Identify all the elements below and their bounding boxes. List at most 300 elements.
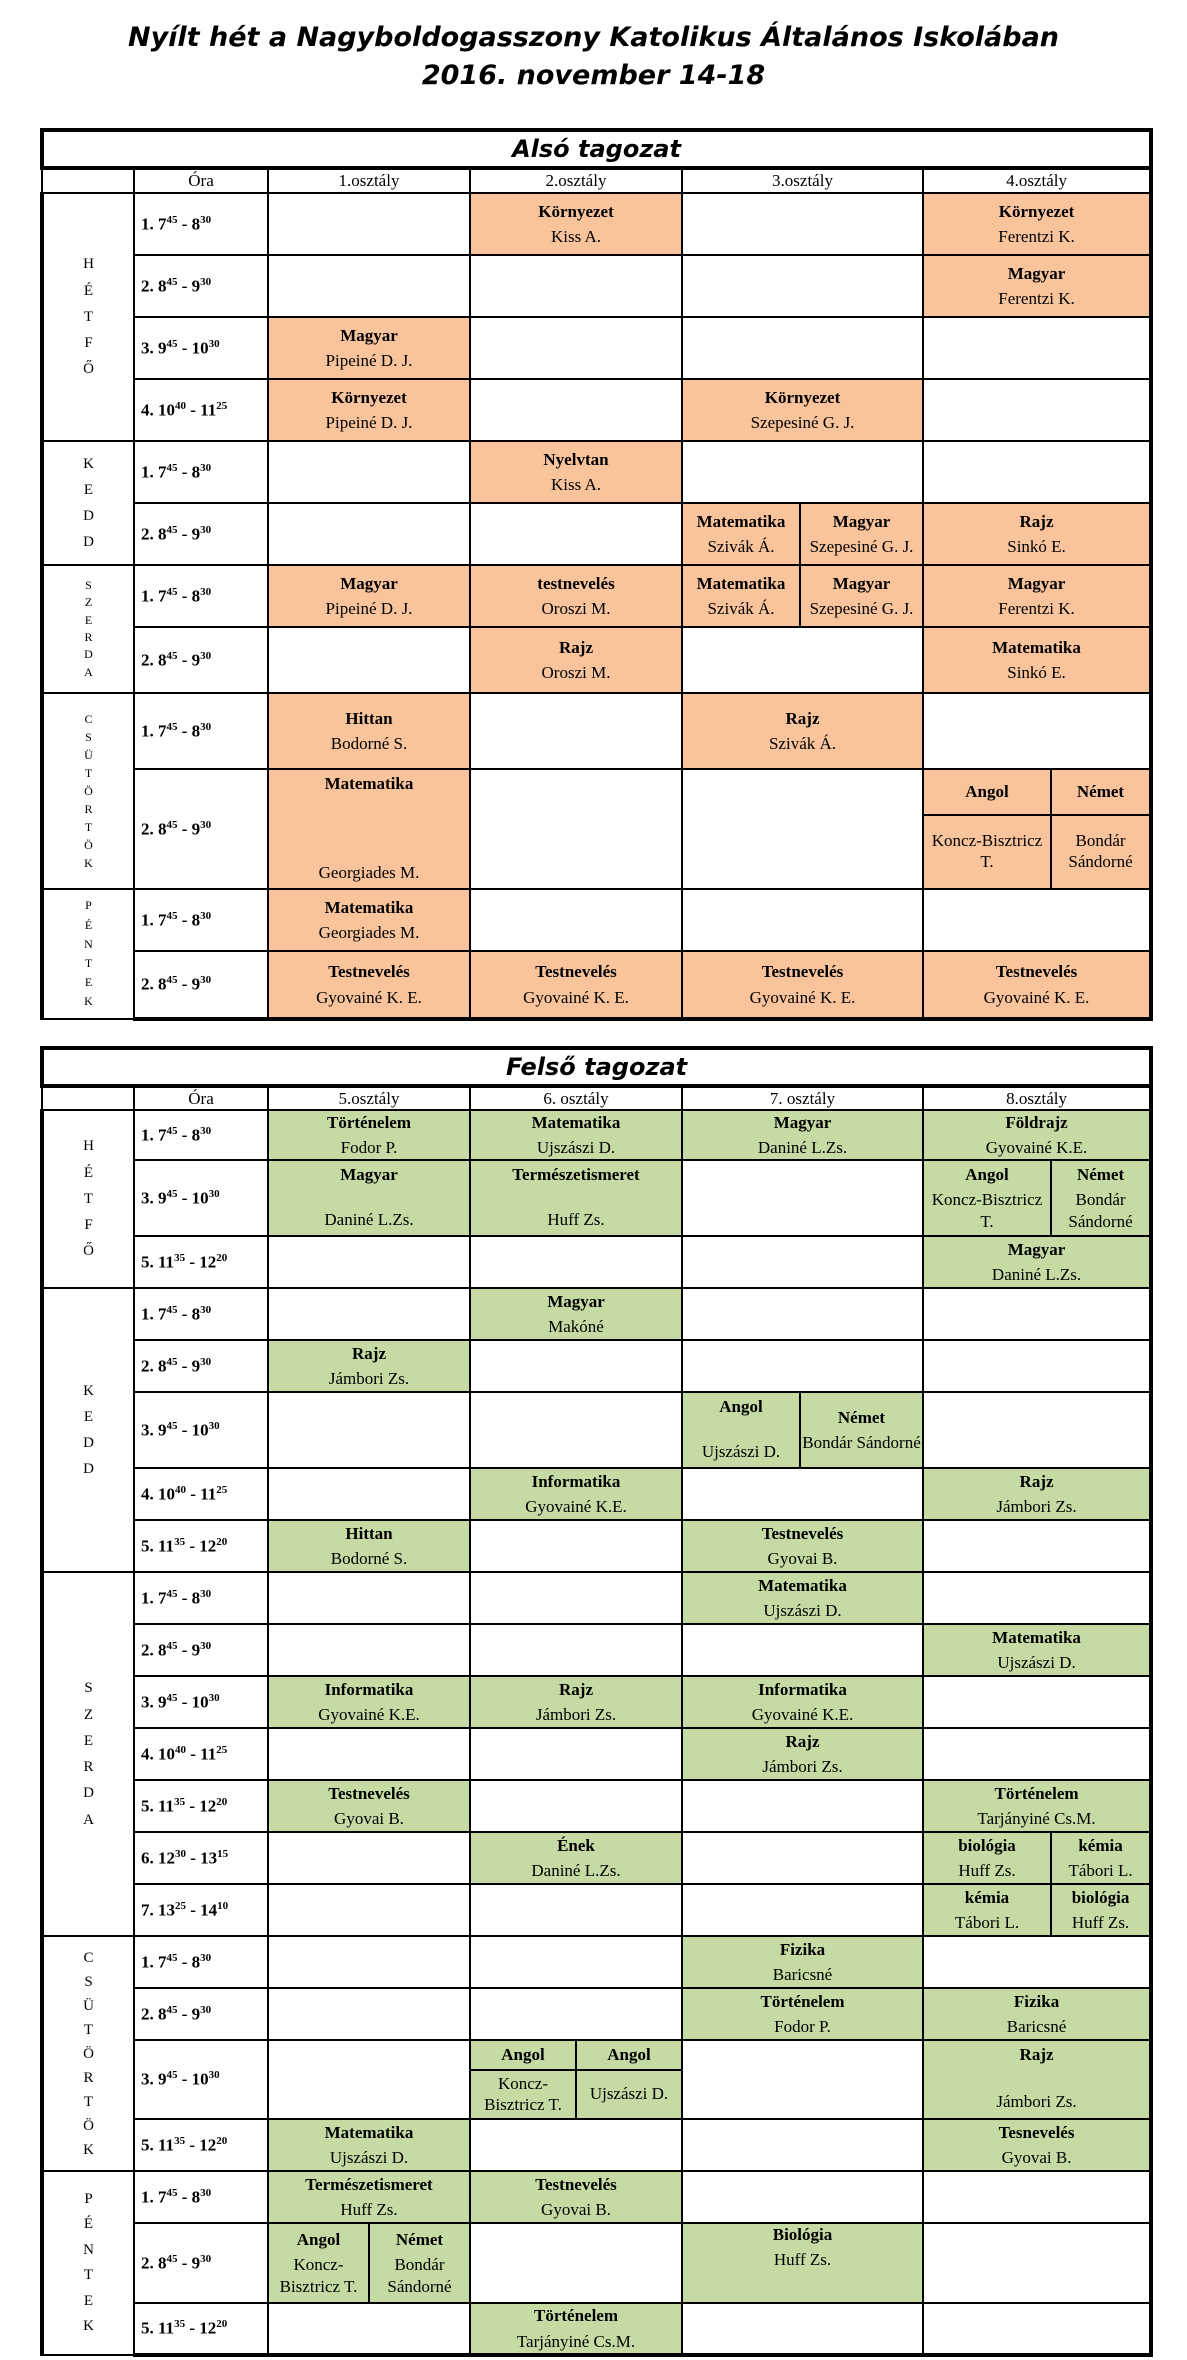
time-end-minutes: 30 [208,1419,220,1432]
teacher: Huff Zs. [1071,1913,1130,1932]
empty-cell [923,1340,1151,1392]
empty-cell [682,1884,923,1936]
time-start-minutes: 45 [166,213,178,226]
lesson-cell [682,503,800,565]
teacher: Oroszi M. [541,599,611,618]
time-end-minutes: 30 [208,2069,220,2082]
day-letter: S [85,577,92,592]
day-letter: S [85,730,92,744]
lesson-cell [682,1676,923,1728]
subject: Magyar [340,573,398,593]
day-letter: Ü [83,1997,94,2014]
subject: Rajz [559,637,593,657]
teacher: Bodorné S. [330,734,408,753]
time-start-minutes: 45 [166,2252,178,2265]
time-end: - 10 [177,338,209,358]
time-end-minutes: 30 [200,2252,212,2265]
teacher: Ferentzi K. [998,599,1075,618]
time-end-minutes: 20 [216,1251,228,1264]
time-start-minutes: 35 [174,1795,186,1808]
subject: Testnevelés [995,962,1078,982]
lesson-cell [470,1288,682,1340]
subject: Ének [557,1835,595,1855]
empty-cell [470,2223,682,2303]
subject: Környezet [998,201,1075,221]
time-end: - 12 [185,2318,217,2338]
lesson-cell [470,1832,682,1884]
time-end: - 12 [185,1796,217,1816]
time-slot [134,2223,268,2303]
time-start-minutes: 45 [166,585,178,598]
time-slot [134,1884,268,1936]
subject: Matematika [324,774,414,793]
empty-cell [682,1832,923,1884]
teacher: Bondár Sándorné [802,1433,921,1452]
lesson-cell [923,2040,1151,2119]
time-end: - 9 [177,1356,201,1376]
day-letter: S [84,1680,93,1697]
time-slot [134,951,268,1019]
subject: Történelem [326,1112,412,1132]
subject: Természetismeret [305,2174,433,2194]
time-start: 3. 9 [141,2069,167,2089]
time-start: 2. 8 [141,819,167,839]
subject: Történelem [760,1991,845,2011]
time-end: - 8 [177,1588,201,1608]
teacher: Szivák Á. [768,734,837,753]
time-end-minutes: 20 [216,2134,228,2147]
time-end-minutes: 20 [216,1535,228,1548]
day-letter: Z [84,595,93,610]
empty-cell [682,1624,923,1676]
teacher: Bondár Sándorné [1068,831,1133,871]
teacher: Gyovainé K. E. [983,987,1090,1007]
empty-cell [682,193,923,255]
empty-cell [923,1392,1151,1468]
empty-cell [470,255,682,317]
header-ora: Óra [134,1086,268,1110]
empty-cell [268,2040,470,2119]
time-end: - 12 [185,1536,217,1556]
time-end-minutes: 30 [200,461,212,474]
teacher: Szivák Á. [707,599,775,618]
subject: Informatika [758,1679,847,1699]
empty-cell [923,2171,1151,2223]
lesson-cell [1051,1884,1151,1936]
empty-cell [923,1728,1151,1780]
subject: Rajz [1019,2045,1054,2064]
time-slot [134,1160,268,1236]
time-slot [134,1728,268,1780]
time-end-minutes: 30 [208,1691,220,1704]
teacher: Gyovai B. [767,1549,838,1568]
time-slot [134,317,268,379]
lesson-cell [268,951,470,1019]
time-end: - 12 [185,1252,217,1272]
lesson-content [269,770,469,886]
teacher: Szepesiné G. J. [750,413,855,432]
day-letter: Ö [84,784,93,798]
teacher: Ujszászi D. [997,1653,1076,1672]
time-end-minutes: 30 [208,337,220,350]
subject: Matematika [324,897,414,917]
subject: Német [837,1407,886,1427]
time-end-minutes: 30 [200,1639,212,1652]
time-slot [134,1392,268,1468]
subject: kémia [1078,1835,1123,1855]
subject: testnevelés [537,573,615,593]
subject: Környezet [764,387,841,407]
teacher: Makóné [548,1317,604,1336]
time-slot [134,1288,268,1340]
day-letter: C [83,1949,94,1966]
teacher: Szepesiné G. J. [809,599,914,618]
time-end: - 10 [177,2069,209,2089]
lesson-cell [470,1110,682,1160]
time-start: 5. 11 [141,2318,175,2338]
teacher: Baricsné [1006,2017,1067,2036]
day-letter: P [85,898,92,913]
teacher: Jámbori Zs. [996,1497,1077,1516]
time-start-minutes: 25 [175,1899,186,1912]
teacher: Ujszászi D. [763,1601,842,1620]
time-start-minutes: 45 [166,818,178,831]
subject: Matematika [696,573,786,593]
time-start-minutes: 45 [166,1951,178,1964]
lesson-cell [268,379,470,441]
time-end-minutes: 30 [200,1303,212,1316]
lesson-cell [268,1520,470,1572]
time-end: - 11 [186,1744,217,1764]
teacher: Huff Zs. [547,1209,605,1229]
time-start: 1. 7 [141,1125,167,1145]
time-slot [134,1236,268,1288]
subject: Informatika [531,1471,621,1491]
time-end: - 11 [186,1484,217,1504]
time-slot [134,441,268,503]
time-slot [134,1624,268,1676]
teacher: Tábori L. [1068,1861,1133,1880]
teacher: Huff Zs. [958,1861,1016,1880]
subject: Angol [965,1165,1009,1185]
empty-cell [268,1884,470,1936]
day-letter: A [84,664,93,679]
subject: Fizika [1013,1991,1060,2011]
time-end-minutes: 25 [216,1483,228,1496]
subject: Testnevelés [535,2174,617,2194]
empty-cell [682,2119,923,2171]
day-letter: T [83,2093,94,2110]
teacher: Bondár Sándorné [1068,1190,1133,1231]
lesson-content [269,1161,469,1233]
subject: Rajz [559,1679,593,1699]
time-start: 5. 11 [141,1796,175,1816]
day-letter: D [83,534,94,551]
time-start-minutes: 45 [166,461,178,474]
empty-cell [923,693,1151,769]
time-slot [134,1780,268,1832]
felso-tagozat-table [40,1046,1153,2357]
time-end-minutes: 30 [200,818,212,831]
teacher: Jámbori Zs. [535,1705,617,1724]
time-end: - 9 [177,650,201,670]
time-end-minutes: 30 [200,649,212,662]
empty-cell [470,769,682,889]
time-start-minutes: 45 [166,1587,178,1600]
day-letter: K [83,2318,94,2334]
time-start: 3. 9 [141,1692,167,1712]
day-letter: T [84,956,93,970]
teacher: Daniné L.Zs. [324,1209,414,1229]
teacher: Gyovainé K.E. [751,1705,854,1724]
time-start: 5. 11 [141,1252,175,1272]
lesson-cell [923,565,1151,627]
time-end: - 8 [177,910,201,930]
empty-cell [268,627,470,693]
subject: Magyar [340,325,398,345]
teacher: Baricsné [772,1965,833,1984]
time-start-minutes: 45 [166,1187,178,1200]
empty-cell [682,1780,923,1832]
time-start-minutes: 45 [166,275,178,288]
time-end: - 9 [177,276,201,296]
empty-cell [682,1160,923,1236]
lesson-cell [369,2224,469,2302]
time-end: - 10 [177,1420,209,1440]
empty-cell [923,1676,1151,1728]
empty-cell [682,441,923,503]
day-letter: É [83,2216,94,2232]
lesson-cell [923,627,1151,693]
lesson-cell [923,951,1151,1019]
time-end: - 8 [177,586,201,606]
subject: Magyar [547,1291,605,1311]
empty-cell [268,255,470,317]
time-end-minutes: 30 [200,275,212,288]
day-letter: K [84,994,93,1009]
lesson-cell [923,1780,1151,1832]
empty-cell [682,1288,923,1340]
subject: Német [1076,1165,1125,1185]
time-end: - 8 [177,462,201,482]
subject: Nyelvtan [543,449,609,469]
time-end: - 8 [177,1304,201,1324]
day-letter: R [84,630,93,644]
day-label-kedd [42,1288,134,1572]
lesson-cell [470,1468,682,1520]
subject: Környezet [331,387,407,407]
teacher: Jámbori Zs. [328,1369,410,1388]
time-end: - 9 [177,2004,201,2024]
subject: Angol [577,2041,681,2071]
subject: Hittan [345,1523,393,1543]
day-letter: D [83,1785,94,1802]
time-end: - 10 [177,1692,209,1712]
time-slot [134,2303,268,2355]
subject: Német [395,2230,444,2250]
teacher: Ujszászi D. [701,1441,781,1461]
subject: Hittan [345,708,393,728]
subject: Testnevelés [761,962,844,982]
empty-cell [682,1468,923,1520]
teacher: Ujszászi D. [536,1138,616,1157]
day-label-hetfo [42,193,134,441]
teacher: Gyovainé K.E. [525,1497,627,1516]
subject: Magyar [1007,1239,1066,1259]
empty-cell [470,1392,682,1468]
day-letter: R [83,2069,94,2086]
time-end: - 9 [177,974,201,994]
time-end: - 8 [177,2187,201,2207]
time-start: 7. 13 [141,1900,175,1920]
subject: Földrajz [1005,1112,1068,1132]
time-slot [134,627,268,693]
time-start-minutes: 40 [175,1743,186,1756]
time-start-minutes: 45 [166,337,178,350]
lesson-cell [470,565,682,627]
time-end: - 8 [177,1125,201,1145]
lesson-cell [1051,1160,1151,1236]
day-letter: T [83,2267,94,2283]
time-start: 6. 12 [141,1848,175,1868]
empty-cell [470,317,682,379]
time-start-minutes: 45 [166,2069,178,2082]
header-class-7: 7. osztály [682,1086,923,1110]
lesson-cell [923,2119,1151,2171]
empty-cell [923,1520,1151,1572]
subject: Matematika [696,511,786,531]
header-class-2: 2.osztály [470,168,682,193]
time-slot [134,1676,268,1728]
subject: Rajz [1019,1471,1054,1491]
subject: Testnevelés [328,962,410,982]
day-letter: R [83,1759,94,1775]
time-start: 2. 8 [141,974,167,994]
lesson-cell [923,503,1151,565]
time-end-minutes: 30 [200,720,212,733]
day-letter: K [83,1382,94,1399]
lesson-cell [268,1160,470,1236]
time-end: - 9 [177,819,201,839]
time-slot [134,379,268,441]
subject: Magyar [832,511,891,531]
time-end-minutes: 30 [200,2003,212,2016]
teacher: Tarjányiné Cs.M. [977,1809,1096,1828]
subject: Magyar [1007,263,1066,283]
day-letter: S [84,1973,93,1990]
lesson-cell [923,1624,1151,1676]
lesson-cell [268,1780,470,1832]
time-slot [134,2119,268,2171]
day-letter: R [84,802,93,816]
lesson-cell [682,1392,800,1468]
lesson-cell [470,1160,682,1236]
time-slot [134,1572,268,1624]
time-end-minutes: 30 [200,909,212,922]
time-start: 3. 9 [141,1420,167,1440]
time-start-minutes: 45 [166,1303,178,1316]
empty-cell [470,1988,682,2040]
lesson-content [924,2041,1149,2115]
lesson-cell [682,2223,923,2303]
time-slot [134,565,268,627]
day-letter: F [84,335,93,352]
day-letter: K [84,856,93,870]
day-letter: F [84,1217,93,1234]
time-end-minutes: 30 [200,974,212,987]
teacher: Ujszászi D. [589,2084,669,2104]
time-end: - 12 [185,2135,217,2155]
time-start-minutes: 45 [166,2186,178,2199]
day-letter: Ö [83,2117,94,2134]
header-class-6: 6. osztály [470,1086,682,1110]
time-start-minutes: 45 [166,2003,178,2016]
teacher: Huff Zs. [340,2200,398,2219]
teacher: Gyovai B. [541,2200,611,2219]
empty-cell [470,503,682,565]
teacher: Georgiades M. [318,862,420,882]
time-start: 3. 9 [141,338,167,358]
time-end-minutes: 10 [217,1899,229,1912]
teacher: Jámbori Zs. [996,2091,1077,2111]
day-letter: K [83,2141,94,2158]
empty-cell [268,1288,470,1340]
empty-cell [923,441,1151,503]
subject: Testnevelés [761,1523,844,1543]
header-class-4: 4.osztály [923,168,1151,193]
time-start: 2. 8 [141,1640,167,1660]
empty-cell [268,1624,470,1676]
empty-cell [470,1936,682,1988]
lesson-cell [470,627,682,693]
empty-cell [682,255,923,317]
time-start-minutes: 40 [175,1483,186,1496]
day-label-csutortok [42,1936,134,2171]
subject: Német [1052,771,1149,816]
time-start: 1. 7 [141,2187,167,2207]
section-title: Alsó tagozat [42,130,1151,168]
subject: Matematika [531,1112,621,1132]
lesson-content [683,1393,799,1465]
subject: Magyar [1007,573,1066,593]
teacher: Georgiades M. [318,923,420,942]
day-label-pentek [42,889,134,1019]
lesson-cell [470,193,682,255]
day-letter: Z [83,1706,94,1723]
teacher: Gyovainé K.E. [985,1138,1088,1157]
day-letter: N [83,2241,94,2258]
subject: Matematika [992,1627,1081,1647]
time-slot [134,1988,268,2040]
day-letter: E [83,2292,94,2309]
teacher: Daniné L.Zs. [531,1861,621,1880]
day-letter: T [84,820,93,834]
empty-cell [268,1468,470,1520]
empty-cell [470,1728,682,1780]
time-end-minutes: 30 [200,1951,212,1964]
lesson-cell [268,565,470,627]
time-end: - 11 [186,400,217,420]
empty-cell [470,1780,682,1832]
time-end-minutes: 30 [208,1187,220,1200]
time-end: - 9 [177,1640,201,1660]
lesson-cell [682,379,923,441]
day-letter: Ő [83,1243,94,1260]
empty-cell [923,1288,1151,1340]
lesson-cell [470,2040,576,2119]
day-letter: E [84,975,93,990]
lesson-cell [268,693,470,769]
